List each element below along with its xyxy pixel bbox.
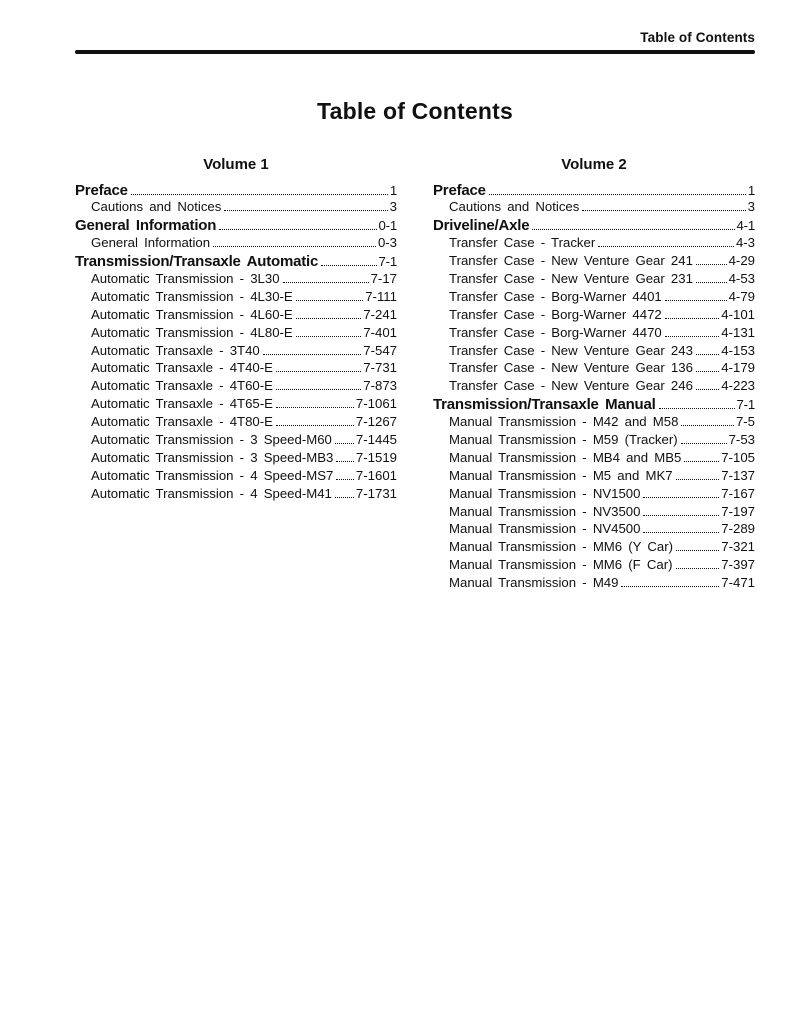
toc-entry <box>433 217 755 235</box>
toc-entry-label: Automatic Transaxle - 4T65-E <box>91 396 273 412</box>
toc-entry <box>75 307 397 325</box>
toc-entry <box>433 289 755 307</box>
toc-entry-page: 4-3 <box>735 235 755 251</box>
toc-entry <box>433 182 755 200</box>
toc-entry-label: Preface <box>433 181 486 199</box>
dot-leader <box>224 209 387 211</box>
toc-entry <box>433 557 755 575</box>
toc-entry-label: Manual Transmission - NV1500 <box>449 485 641 501</box>
dot-leader <box>213 245 376 247</box>
toc-entry-page: 7-401 <box>363 324 397 340</box>
toc-entry-page: 7-197 <box>721 503 755 519</box>
dot-leader <box>696 370 719 372</box>
toc-entry-page: 4-131 <box>721 324 755 340</box>
toc-entry-label: Automatic Transaxle - 4T80-E <box>91 414 273 430</box>
toc-entries <box>433 182 755 593</box>
dot-leader <box>296 317 362 319</box>
toc-entry-page: 1 <box>389 182 397 198</box>
dot-leader <box>676 478 720 480</box>
toc-entry-page: 7-873 <box>363 378 397 394</box>
toc-entry-page: 3 <box>747 199 755 215</box>
dot-leader <box>681 442 727 444</box>
toc-entry <box>433 432 755 450</box>
dot-leader <box>696 388 719 390</box>
dot-leader <box>336 478 354 480</box>
running-title: Table of Contents <box>640 30 755 45</box>
toc-entry-page: 4-179 <box>721 360 755 376</box>
toc-entry <box>75 414 397 432</box>
toc-entry-page: 7-5 <box>735 414 755 430</box>
dot-leader <box>665 317 719 319</box>
toc-entry <box>433 307 755 325</box>
toc-entry-page: 7-1731 <box>355 485 397 501</box>
toc-entry-label: Automatic Transaxle - 4T60-E <box>91 378 273 394</box>
dot-leader <box>276 388 361 390</box>
toc-entry <box>433 539 755 557</box>
toc-entry <box>433 521 755 539</box>
toc-entry-label: Manual Transmission - MM6 (F Car) <box>449 557 673 573</box>
toc-entry-page: 7-111 <box>365 288 397 304</box>
toc-entry-page: 7-397 <box>721 557 755 573</box>
toc-entry-label: Transfer Case - New Venture Gear 136 <box>449 360 693 376</box>
toc-entry <box>433 414 755 432</box>
toc-entry-label: Automatic Transmission - 4 Speed-M41 <box>91 485 332 501</box>
dot-leader <box>321 264 376 266</box>
toc-entry <box>433 343 755 361</box>
toc-entry-page: 4-101 <box>721 306 755 322</box>
toc-entry <box>433 504 755 522</box>
toc-entry <box>75 271 397 289</box>
toc-entry-page: 4-223 <box>721 378 755 394</box>
dot-leader <box>276 424 354 426</box>
toc-entry-page: 7-17 <box>370 270 397 286</box>
dot-leader <box>681 424 733 426</box>
toc-entry-page: 3 <box>389 199 397 215</box>
toc-entry-page: 4-53 <box>728 270 755 286</box>
toc-entry-label: Transfer Case - Borg-Warner 4472 <box>449 306 662 322</box>
dot-leader <box>296 335 362 337</box>
toc-entry-label: Cautions and Notices <box>91 199 222 215</box>
toc-entry-label: Automatic Transmission - 4L60-E <box>91 306 293 322</box>
dot-leader <box>684 460 719 462</box>
toc-entry-label: Manual Transmission - NV4500 <box>449 521 641 537</box>
toc-entry <box>433 360 755 378</box>
toc-entry <box>75 486 397 504</box>
dot-leader <box>336 460 354 462</box>
dot-leader <box>263 353 362 355</box>
dot-leader <box>219 228 376 230</box>
dot-leader <box>696 281 727 283</box>
toc-entry-page: 7-1 <box>378 254 397 270</box>
header-rule <box>75 50 755 54</box>
toc-entry-page: 4-153 <box>721 342 755 358</box>
dot-leader <box>532 228 734 230</box>
dot-leader <box>676 549 719 551</box>
toc-entry <box>75 396 397 414</box>
toc-entry-label: Automatic Transmission - 3 Speed-MB3 <box>91 449 334 465</box>
toc-entry-label: Cautions and Notices <box>449 199 580 215</box>
toc-entry-label: Manual Transmission - M49 <box>449 575 619 591</box>
toc-entry <box>433 199 755 217</box>
toc-entry-label: Automatic Transmission - 4 Speed-MS7 <box>91 467 334 483</box>
dot-leader <box>643 496 719 498</box>
toc-entry <box>75 235 397 253</box>
dot-leader <box>598 245 734 247</box>
toc-entry <box>75 182 397 200</box>
toc-entry <box>75 468 397 486</box>
toc-entry-label: Transfer Case - New Venture Gear 241 <box>449 253 693 269</box>
toc-entry <box>75 289 397 307</box>
toc-entry <box>433 325 755 343</box>
toc-volume-column <box>75 156 397 593</box>
toc-entry <box>75 343 397 361</box>
toc-entry-label: Automatic Transmission - 4L30-E <box>91 288 293 304</box>
dot-leader <box>276 406 354 408</box>
toc-entry-label: Driveline/Axle <box>433 217 530 235</box>
dot-leader <box>659 407 735 409</box>
toc-entry-page: 7-241 <box>363 306 397 322</box>
toc-entry <box>433 253 755 271</box>
toc-entry <box>433 271 755 289</box>
page-header <box>75 30 755 54</box>
toc-entry-label: Preface <box>75 181 128 199</box>
toc-entry-page: 7-289 <box>721 521 755 537</box>
toc-entry-page: 7-321 <box>721 539 755 555</box>
toc-entry-label: Transmission/Transaxle Automatic <box>75 253 319 271</box>
toc-entry <box>433 235 755 253</box>
toc-entry-page: 4-29 <box>728 253 755 269</box>
dot-leader <box>665 299 727 301</box>
toc-entry-page: 7-53 <box>728 431 755 447</box>
dot-leader <box>665 335 719 337</box>
toc-entry-label: Transfer Case - New Venture Gear 231 <box>449 270 693 286</box>
toc-entry-page: 0-3 <box>377 235 397 251</box>
toc-entry-page: 7-471 <box>721 575 755 591</box>
toc-entry-label: Automatic Transmission - 3 Speed-M60 <box>91 431 332 447</box>
toc-entry-page: 4-79 <box>728 288 755 304</box>
toc-entry-label: Transfer Case - Borg-Warner 4470 <box>449 324 662 340</box>
toc-entry-label: Transfer Case - Borg-Warner 4401 <box>449 288 662 304</box>
dot-leader <box>676 567 720 569</box>
toc-entry-page: 4-1 <box>736 218 755 234</box>
toc-entry-page: 7-547 <box>363 342 397 358</box>
toc-entry-page: 7-1 <box>736 397 755 413</box>
toc-entry-label: Transfer Case - Tracker <box>449 235 596 251</box>
dot-leader <box>296 299 363 301</box>
toc-entry-label: Manual Transmission - NV3500 <box>449 503 641 519</box>
toc-volume-column <box>433 156 755 593</box>
toc-entry-page: 7-1445 <box>355 431 397 447</box>
dot-leader <box>489 193 746 195</box>
toc-entry-label: Manual Transmission - M59 (Tracker) <box>449 431 678 447</box>
toc-entry-page: 1 <box>747 182 755 198</box>
toc-entry-page: 7-1601 <box>355 467 397 483</box>
toc-entry <box>75 325 397 343</box>
dot-leader <box>696 353 719 355</box>
toc-entry-label: Transmission/Transaxle Manual <box>433 396 656 414</box>
toc-entry <box>433 396 755 414</box>
toc-entry <box>75 360 397 378</box>
toc-entry <box>75 432 397 450</box>
toc-entry-label: General Information <box>91 235 211 251</box>
toc-entry-page: 7-167 <box>721 485 755 501</box>
toc-entry <box>433 378 755 396</box>
toc-entry <box>433 450 755 468</box>
toc-entry-label: Manual Transmission - MB4 and MB5 <box>449 449 682 465</box>
toc-entry <box>75 199 397 217</box>
toc-entry-page: 7-105 <box>721 449 755 465</box>
toc-entry <box>75 450 397 468</box>
toc-entry-label: Automatic Transaxle - 3T40 <box>91 342 260 358</box>
volume-heading: Volume 1 <box>203 155 269 173</box>
toc-columns <box>75 156 755 593</box>
dot-leader <box>643 531 719 533</box>
toc-entry-page: 0-1 <box>378 218 397 234</box>
toc-entry-label: Automatic Transmission - 4L80-E <box>91 324 293 340</box>
page-title: Table of Contents <box>317 97 513 124</box>
dot-leader <box>643 514 719 516</box>
dot-leader <box>131 193 388 195</box>
toc-entry-label: Automatic Transmission - 3L30 <box>91 270 280 286</box>
toc-entry-page: 7-1061 <box>355 396 397 412</box>
toc-entry <box>433 468 755 486</box>
toc-entry-label: Manual Transmission - M42 and M58 <box>449 414 679 430</box>
dot-leader <box>283 281 369 283</box>
dot-leader <box>582 209 745 211</box>
volume-heading: Volume 2 <box>561 155 627 173</box>
toc-entry-page: 7-1267 <box>355 414 397 430</box>
toc-entry-label: General Information <box>75 217 217 235</box>
toc-entry <box>433 575 755 593</box>
dot-leader <box>335 442 354 444</box>
toc-entry-label: Automatic Transaxle - 4T40-E <box>91 360 273 376</box>
toc-entry <box>75 253 397 271</box>
dot-leader <box>276 370 361 372</box>
toc-entries <box>75 182 397 504</box>
toc-entry <box>433 486 755 504</box>
toc-entry <box>75 378 397 396</box>
dot-leader <box>621 585 719 587</box>
toc-entry-page: 7-1519 <box>355 449 397 465</box>
dot-leader <box>696 263 727 265</box>
toc-entry-page: 7-731 <box>363 360 397 376</box>
toc-entry-label: Transfer Case - New Venture Gear 246 <box>449 378 693 394</box>
toc-entry-page: 7-137 <box>721 467 755 483</box>
toc-entry-label: Transfer Case - New Venture Gear 243 <box>449 342 693 358</box>
dot-leader <box>335 496 354 498</box>
toc-entry <box>75 217 397 235</box>
toc-entry-label: Manual Transmission - MM6 (Y Car) <box>449 539 674 555</box>
toc-entry-label: Manual Transmission - M5 and MK7 <box>449 467 673 483</box>
